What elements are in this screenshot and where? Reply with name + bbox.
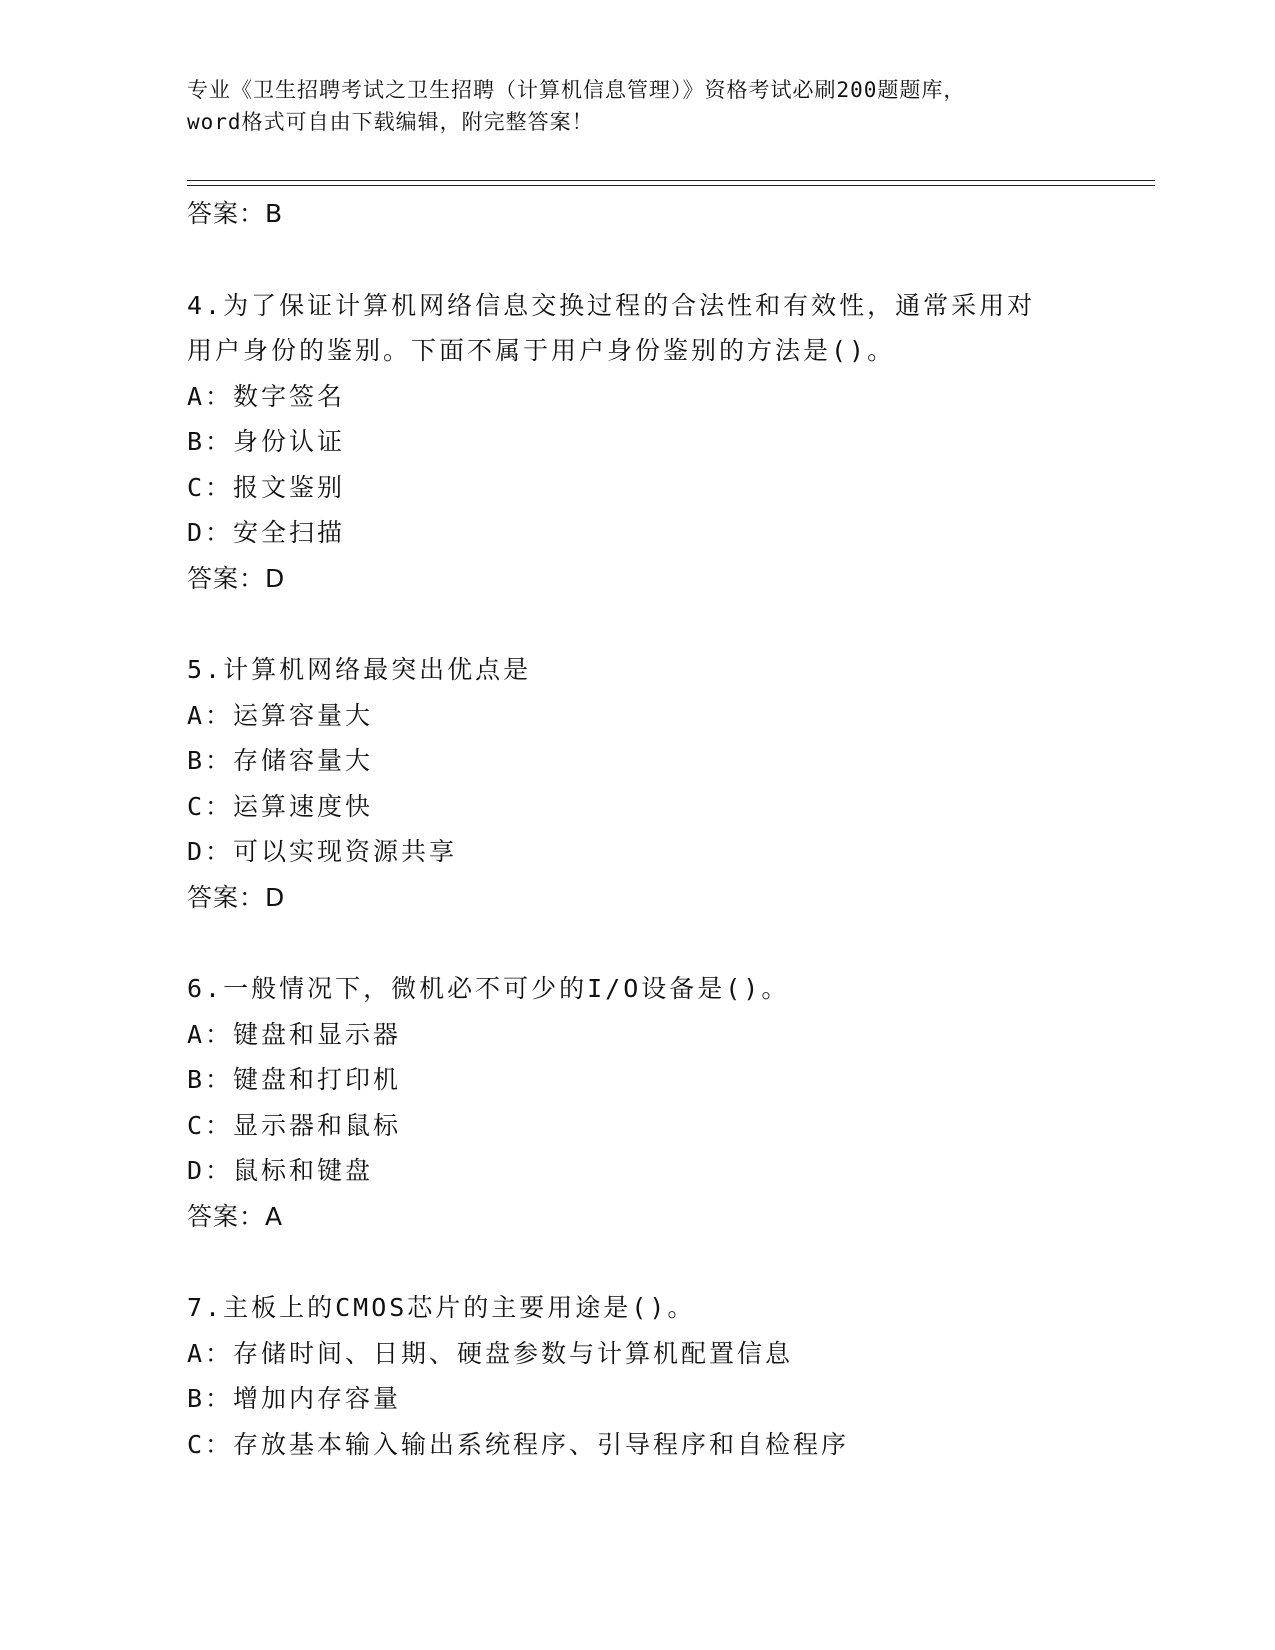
option-a: A：存储时间、日期、硬盘参数与计算机配置信息 [187,1338,794,1368]
answer: 答案：D [187,882,286,912]
option-b: B：身份认证 [187,427,346,456]
option-c: C：报文鉴别 [187,472,346,502]
option-b: B：键盘和打印机 [187,1065,402,1094]
answer: 答案：D [187,563,286,593]
question-content [187,191,1147,1467]
option-d: D：可以实现资源共享 [187,837,458,866]
question-stem: 7.主板上的CMOS芯片的主要用途是()。 [187,1293,696,1322]
option-d: D：鼠标和键盘 [187,1156,374,1185]
question-stem: 5.计算机网络最突出优点是 [187,655,532,684]
question-4 [187,283,1147,602]
option-a: A：数字签名 [187,381,346,411]
header-rule-bottom [187,185,1155,186]
question-stem: 6.一般情况下，微机必不可少的I/O设备是()。 [187,974,790,1003]
question-stem: 用户身份的鉴别。下面不属于用户身份鉴别的方法是()。 [187,336,896,365]
question-stem: 4.为了保证计算机网络信息交换过程的合法性和有效性，通常采用对 [187,290,1036,320]
spacer [187,1239,1147,1285]
option-b: B：存储容量大 [187,746,374,775]
previous-answer: 答案：B [187,199,284,228]
header-title-line2: word格式可自由下载编辑，附完整答案！ [187,110,594,134]
option-d: D：安全扫描 [187,518,346,547]
option-a: A：键盘和显示器 [187,1019,402,1049]
header-rule-top [187,180,1155,181]
header-title-line1: 专业《卫生招聘考试之卫生招聘（计算机信息管理）》资格考试必刷200题题库， [187,78,966,102]
question-6 [187,966,1147,1239]
answer: 答案：A [187,1201,284,1231]
document-header [187,74,1087,138]
question-5 [187,647,1147,920]
option-c: C：显示器和鼠标 [187,1110,402,1140]
option-a: A：运算容量大 [187,700,374,730]
spacer [187,920,1147,966]
spacer [187,601,1147,647]
option-c: C：运算速度快 [187,791,374,821]
option-c: C：存放基本输入输出系统程序、引导程序和自检程序 [187,1429,850,1459]
question-7 [187,1285,1147,1467]
option-b: B：增加内存容量 [187,1384,402,1413]
spacer [187,237,1147,283]
